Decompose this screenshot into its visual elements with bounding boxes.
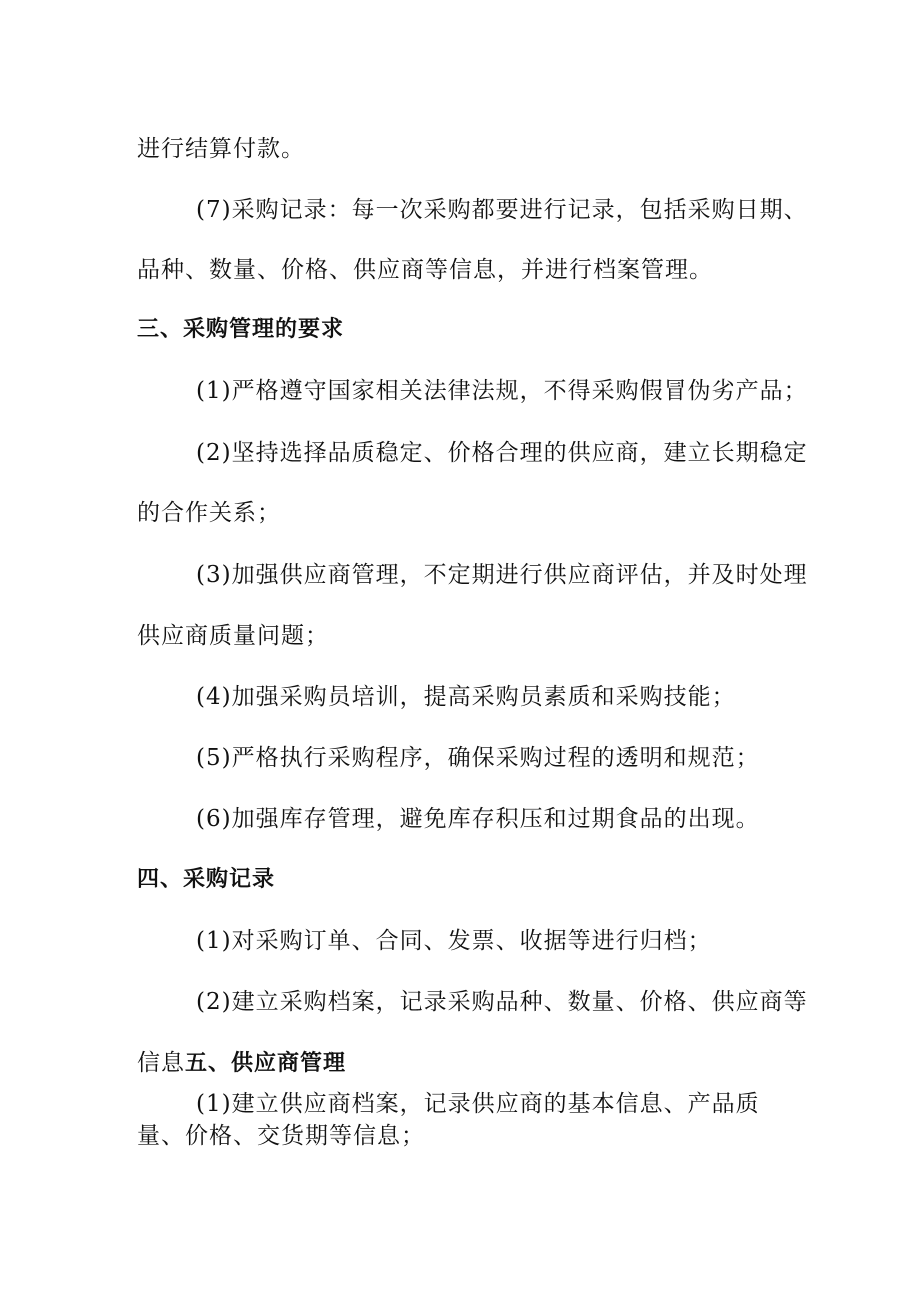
paragraph-line: 量、价格、交货期等信息； [137, 1123, 425, 1149]
paragraph-line: 进行结算付款。 [137, 136, 305, 162]
paragraph-line: (3)加强供应商管理，不定期进行供应商评估，并及时处理 [196, 562, 808, 588]
paragraph-line: (7)采购记录：每一次采购都要进行记录，包括采购日期、 [196, 197, 808, 223]
paragraph-line: (6)加强库存管理，避免库存积压和过期食品的出现。 [196, 806, 760, 832]
paragraph-line: (4)加强采购员培训，提高采购员素质和采购技能； [196, 684, 736, 710]
paragraph-line: (1)建立供应商档案，记录供应商的基本信息、产品质 [196, 1091, 760, 1117]
paragraph-line: 供应商质量问题； [137, 623, 329, 649]
paragraph-line: (1)对采购订单、合同、发票、收据等进行归档； [196, 928, 712, 954]
paragraph-text: 信息 [137, 1050, 185, 1076]
section-heading-3: 三、采购管理的要求 [137, 317, 345, 342]
section-heading-4: 四、采购记录 [137, 867, 276, 892]
paragraph-line: (2)建立采购档案，记录采购品种、数量、价格、供应商等 [196, 989, 808, 1015]
paragraph-line-with-heading [137, 1047, 346, 1080]
paragraph-line: 的合作关系； [137, 500, 281, 526]
paragraph-line: (5)严格执行采购程序，确保采购过程的透明和规范； [196, 745, 760, 771]
paragraph-line: (1)严格遵守国家相关法律法规，不得采购假冒伪劣产品； [196, 378, 808, 404]
section-heading-5: 五、供应商管理 [185, 1051, 347, 1076]
paragraph-line: (2)坚持选择品质稳定、价格合理的供应商，建立长期稳定 [196, 440, 808, 466]
paragraph-line: 品种、数量、价格、供应商等信息，并进行档案管理。 [137, 257, 713, 283]
